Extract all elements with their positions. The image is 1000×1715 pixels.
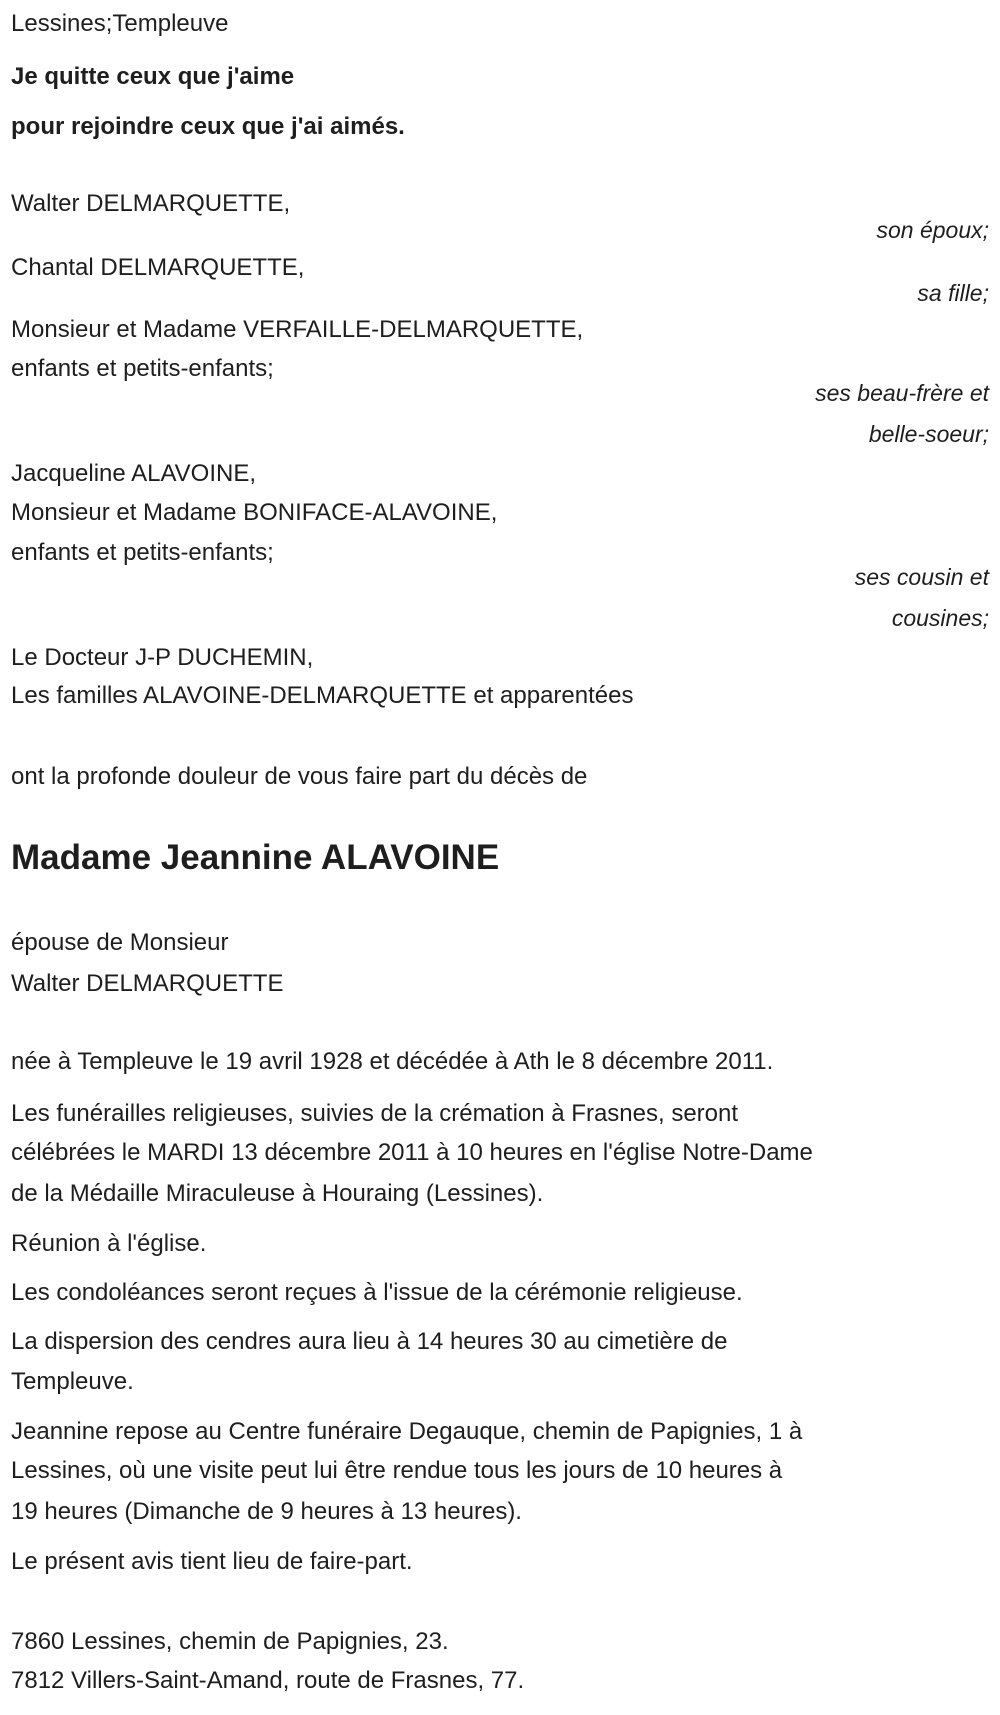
relation: belle-soeur; xyxy=(868,421,989,447)
relation: ses beau-frère et xyxy=(815,380,989,406)
visitation-info: Jeannine repose au Centre funéraire Degauque, chemin de Papignies, 1 à xyxy=(11,1418,803,1445)
family-member: Monsieur et Madame BONIFACE-ALAVOINE, xyxy=(11,499,498,526)
address: 7812 Villers-Saint-Amand, route de Frasnes, 77. xyxy=(11,1667,525,1694)
quote-line: pour rejoindre ceux que j'ai aimés. xyxy=(11,113,405,140)
family-member: Monsieur et Madame VERFAILLE-DELMARQUETTE, xyxy=(11,316,584,343)
relation: cousines; xyxy=(891,605,989,631)
family-member: Les familles ALAVOINE-DELMARQUETTE et apparentées xyxy=(11,682,634,709)
quote-line: Je quitte ceux que j'aime xyxy=(11,63,295,90)
spouse-info: épouse de Monsieur xyxy=(11,929,229,956)
relation: ses cousin et xyxy=(854,564,989,590)
address: 7860 Lessines, chemin de Papignies, 23. xyxy=(11,1628,449,1655)
birth-death: née à Templeuve le 19 avril 1928 et décédée à Ath le 8 décembre 2011. xyxy=(11,1048,774,1075)
visitation-info: 19 heures (Dimanche de 9 heures à 13 heures). xyxy=(11,1498,522,1525)
family-member: Jacqueline ALAVOINE, xyxy=(11,460,257,487)
family-member: enfants et petits-enfants; xyxy=(11,355,274,382)
spouse-info: Walter DELMARQUETTE xyxy=(11,970,284,997)
funeral-info: célébrées le MARDI 13 décembre 2011 à 10 heures en l'église Notre-Dame xyxy=(11,1139,813,1166)
dispersion-info: La dispersion des cendres aura lieu à 14 heures 30 au cimetière de xyxy=(11,1328,728,1355)
family-member: enfants et petits-enfants; xyxy=(11,539,274,566)
visitation-info: Lessines, où une visite peut lui être rendue tous les jours de 10 heures à xyxy=(11,1457,783,1484)
notice-text: Le présent avis tient lieu de faire-part. xyxy=(11,1548,413,1575)
relation: son époux; xyxy=(876,217,989,243)
family-member: Walter DELMARQUETTE, xyxy=(11,190,291,217)
deceased-name: Madame Jeannine ALAVOINE xyxy=(11,838,500,877)
relation: sa fille; xyxy=(917,280,989,306)
family-member: Chantal DELMARQUETTE, xyxy=(11,254,305,281)
dispersion-info: Templeuve. xyxy=(11,1368,134,1395)
condolences-info: Les condoléances seront reçues à l'issue de la cérémonie religieuse. xyxy=(11,1279,743,1306)
funeral-info: Les funérailles religieuses, suivies de la crémation à Frasnes, seront xyxy=(11,1100,739,1127)
meeting-info: Réunion à l'église. xyxy=(11,1230,207,1257)
funeral-info: de la Médaille Miraculeuse à Houraing (Lessines). xyxy=(11,1180,544,1207)
family-member: Le Docteur J-P DUCHEMIN, xyxy=(11,644,314,671)
announcement: ont la profonde douleur de vous faire part du décès de xyxy=(11,763,588,790)
locations: Lessines;Templeuve xyxy=(11,10,229,37)
